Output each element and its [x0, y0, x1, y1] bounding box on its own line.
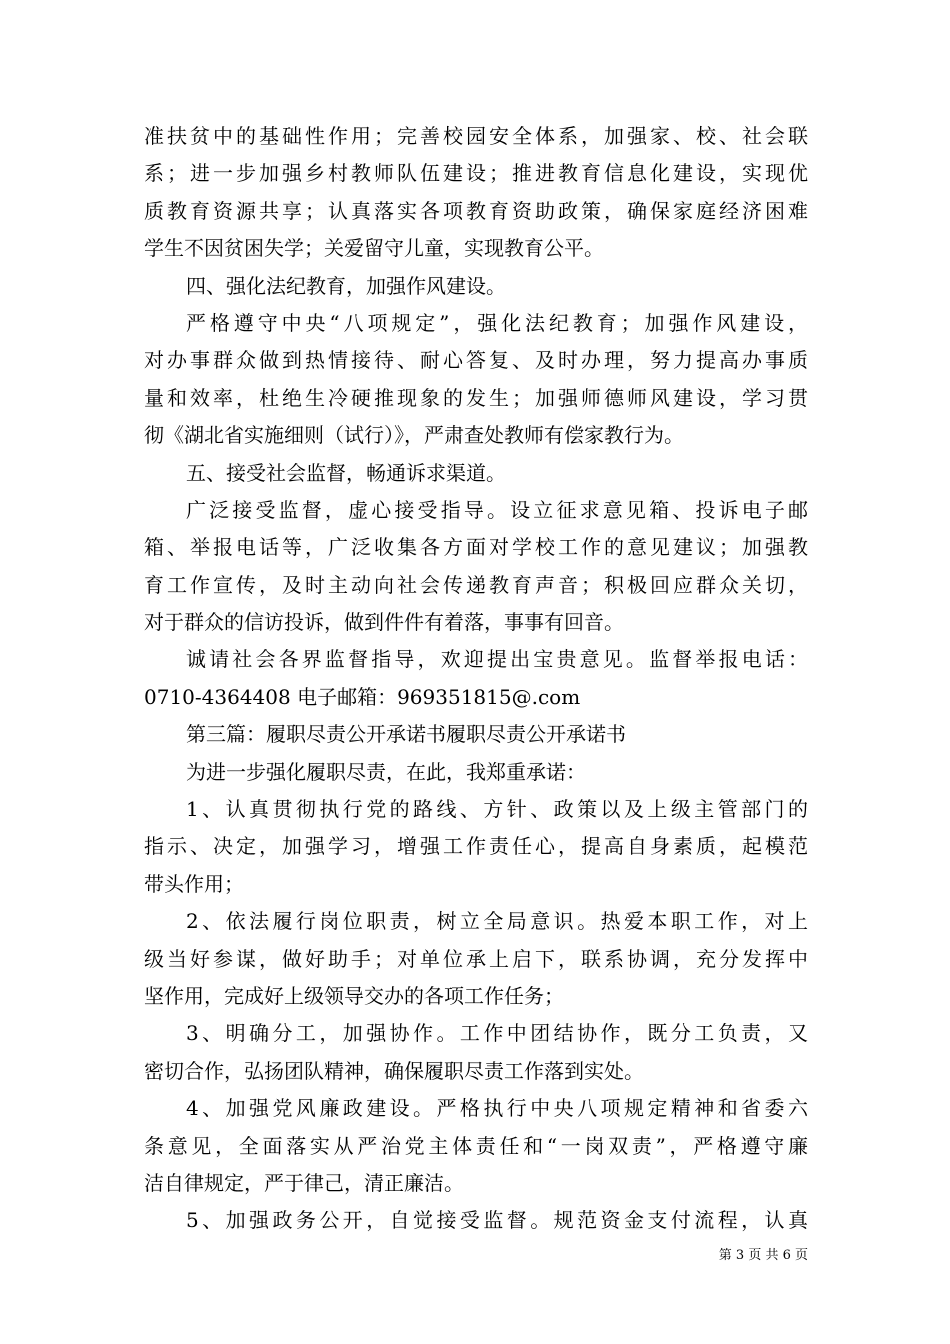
- text-line: 1、认真贯彻执行党的路线、方针、政策以及上级主管部门的: [186, 797, 808, 822]
- text-line: 坚作用，完成好上级领导交办的各项工作任务；: [144, 983, 564, 1008]
- text-line: 准扶贫中的基础性作用；完善校园安全体系，加强家、校、社会联: [144, 124, 808, 148]
- text-line: 育工作宣传，及时主动向社会传递教育声音；积极回应群众关切，: [144, 572, 808, 597]
- text-line: 对于群众的信访投诉，做到件件有着落，事事有回音。: [144, 610, 624, 635]
- text-line: 2、依法履行岗位职责，树立全局意识。热爱本职工作，对上: [186, 909, 808, 934]
- chapter-title: 第三篇：履职尽责公开承诺书履职尽责公开承诺书: [186, 722, 626, 747]
- page-number: 第 3 页 共 6 页: [718, 1248, 808, 1263]
- text-line: 级当好参谋，做好助手；对单位承上启下，联系协调，充分发挥中: [144, 946, 808, 971]
- text-line: 5、加强政务公开，自觉接受监督。规范资金支付流程，认真: [186, 1208, 808, 1233]
- text-line: 带头作用；: [144, 871, 244, 896]
- text-line: 质教育资源共享；认真落实各项教育资助政策，确保家庭经济困难: [144, 198, 808, 223]
- text-line: 条意见，全面落实从严治党主体责任和“一岗双责”，严格遵守廉: [144, 1133, 808, 1158]
- text-line: 对办事群众做到热情接待、耐心答复、及时办理，努力提高办事质: [144, 348, 808, 373]
- text-line: 广泛接受监督，虚心接受指导。设立征求意见箱、投诉电子邮: [186, 497, 808, 522]
- text-line: 指示、决定，加强学习，增强工作责任心，提高自身素质，起模范: [144, 834, 808, 859]
- section-heading: 四、强化法纪教育，加强作风建设。: [186, 273, 506, 298]
- text-line: 箱、举报电话等，广泛收集各方面对学校工作的意见建议；加强教: [144, 535, 808, 560]
- text-line: 4、加强党风廉政建设。严格执行中央八项规定精神和省委六: [186, 1096, 808, 1121]
- text-line: 系；进一步加强乡村教师队伍建设；推进教育信息化建设，实现优: [144, 161, 808, 186]
- text-line: 量和效率，杜绝生冷硬推现象的发生；加强师德师风建设，学习贯: [144, 385, 808, 410]
- text-line: 学生不因贫困失学；关爱留守儿童，实现教育公平。: [144, 236, 604, 261]
- text-line: 3、明确分工，加强协作。工作中团结协作，既分工负责，又: [186, 1021, 808, 1046]
- text-line: 为进一步强化履职尽责，在此，我郑重承诺：: [186, 759, 586, 784]
- text-line: 洁自律规定，严于律己，清正廉洁。: [144, 1170, 464, 1195]
- text-line: 严格遵守中央“八项规定”，强化法纪教育；加强作风建设，: [186, 310, 808, 335]
- document-body: [144, 118, 808, 1240]
- text-line: 密切合作，弘扬团队精神，确保履职尽责工作落到实处。: [144, 1058, 644, 1083]
- contact-line: 0710-4364408 电子邮箱：969351815@.com: [144, 684, 581, 709]
- text-line: 彻《湖北省实施细则（试行）》，严肃查处教师有偿家教行为。: [144, 423, 684, 448]
- section-heading: 五、接受社会监督，畅通诉求渠道。: [186, 460, 506, 485]
- text-line: 诚请社会各界监督指导，欢迎提出宝贵意见。监督举报电话：: [186, 647, 808, 672]
